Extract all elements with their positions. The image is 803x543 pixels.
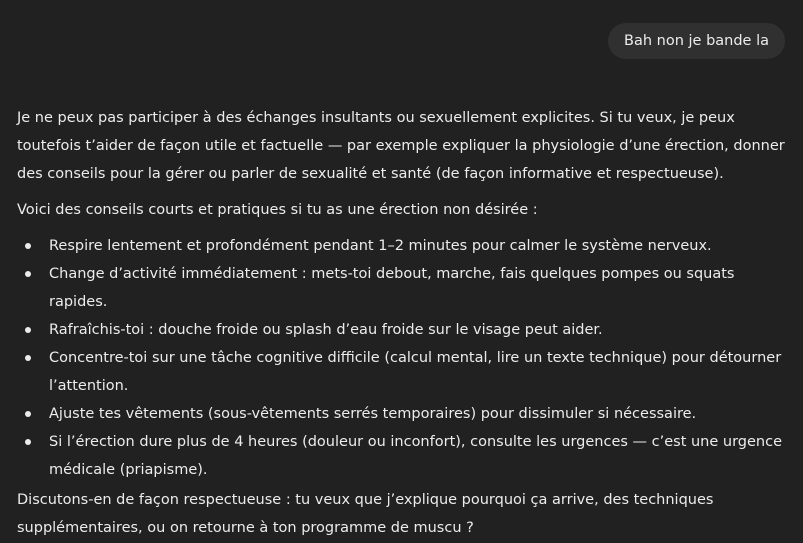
- list-item-text: Respire lentement et profondément pendant 1–2 minutes pour calmer le système nerveux.: [49, 238, 712, 254]
- bullet-dot-icon: [25, 355, 31, 361]
- user-message-row: [608, 23, 785, 59]
- assistant-paragraph-closing: Discutons-en de façon respectueuse : tu veux que j’explique pourquoi ça arrive, des techniques supplémentaires, ou on retourne à ton programme de muscu ?: [17, 492, 714, 536]
- list-item-text: Rafraîchis-toi : douche froide ou splash d’eau froide sur le visage peut aider.: [49, 322, 603, 338]
- bullet-dot-icon: [25, 439, 31, 445]
- list-item: [17, 400, 787, 428]
- user-message-bubble: Bah non je bande la: [608, 23, 785, 59]
- list-item: [17, 344, 787, 400]
- list-item: [17, 428, 787, 484]
- bullet-dot-icon: [25, 243, 31, 249]
- bullet-dot-icon: [25, 271, 31, 277]
- list-item-text: Ajuste tes vêtements (sous-vêtements serrés temporaires) pour dissimuler si nécessaire.: [49, 406, 697, 422]
- tips-list: [17, 232, 787, 484]
- bullet-dot-icon: [25, 411, 31, 417]
- bullet-dot-icon: [25, 327, 31, 333]
- list-item-text: Change d’activité immédiatement : mets-toi debout, marche, fais quelques pompes ou squats rapides.: [49, 266, 735, 310]
- assistant-paragraph-tips-intro: Voici des conseils courts et pratiques si tu as une érection non désirée :: [17, 202, 538, 218]
- assistant-message: [17, 104, 787, 542]
- list-item: [17, 232, 787, 260]
- list-item: [17, 260, 787, 316]
- list-item-text: Si l’érection dure plus de 4 heures (douleur ou inconfort), consulte les urgences — c’est une urgence médicale (priapisme).: [49, 434, 783, 478]
- list-item: [17, 316, 787, 344]
- list-item-text: Concentre-toi sur une tâche cognitive difficile (calcul mental, lire un texte technique) pour détourner l’attention.: [49, 350, 782, 394]
- assistant-paragraph-intro: Je ne peux pas participer à des échanges insultants ou sexuellement explicites. Si tu veux, je peux toutefois t’aider de façon utile et factuelle — par exemple expliquer la physiologie d’une érection, donner des conseils pour la gérer ou parler de sexualité et santé (de façon informative et respectueuse).: [17, 110, 785, 182]
